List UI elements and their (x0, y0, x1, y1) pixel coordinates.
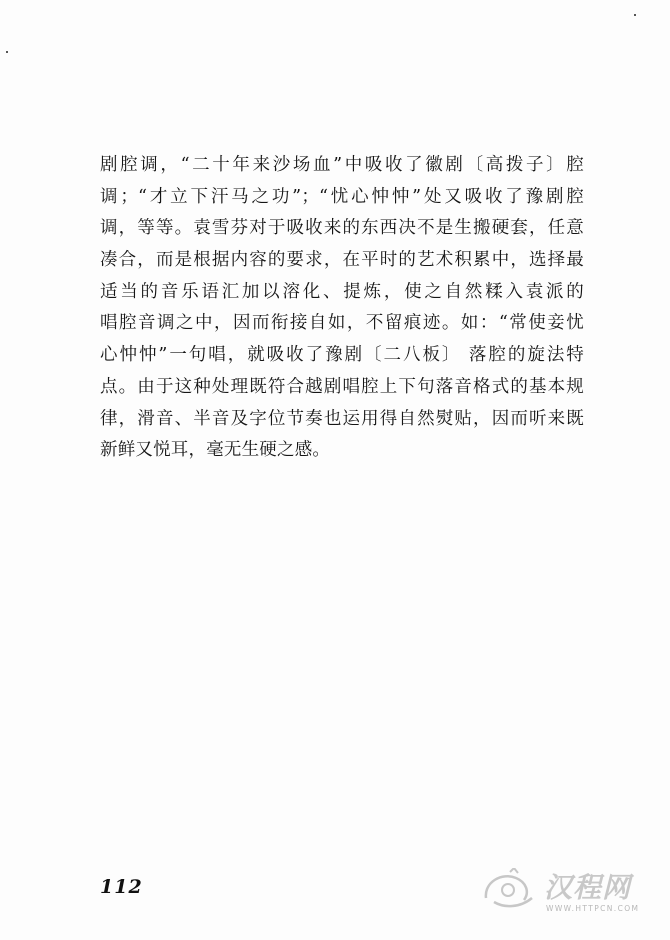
scan-speck (6, 51, 8, 53)
scan-speck (634, 14, 636, 16)
page-number: 112 (100, 876, 143, 898)
text-line: 剧腔调，“二十年来沙场血”中吸收了徽剧〔高拨子〕腔 (100, 155, 584, 175)
text-line: 心忡忡”一句唱，就吸收了豫剧〔二八板〕 落腔的旋法特 (100, 345, 584, 366)
text-line: 适当的音乐语汇加以溶化、提炼，使之自然糅入袁派的 (100, 281, 584, 302)
text-line: 唱腔音调之中，因而衔接自如，不留痕迹。如：“常使妾忧 (100, 313, 584, 334)
watermark-title: 汉程网 (544, 871, 632, 904)
watermark (480, 862, 650, 922)
text-line: 点。由于这种处理既符合越剧唱腔上下句落音格式的基本规 (100, 376, 584, 397)
text-line: 律，滑音、半音及字位节奏也运用得自然熨贴，因而听来既 (100, 408, 584, 429)
text-line: 新鲜又悦耳，毫无生硬之感。 (100, 440, 331, 461)
watermark-logo-icon (480, 868, 540, 912)
text-line: 调；“才立下汗马之功”；“忧心忡忡”处又吸收了豫剧腔 (100, 186, 585, 207)
text-line: 凑合，而是根据内容的要求，在平时的艺术积累中，选择最 (100, 250, 584, 271)
watermark-url: WWW.HTTPCN.COM (546, 904, 640, 913)
body-text (100, 150, 584, 467)
text-line: 调，等等。袁雪芬对于吸收来的东西决不是生搬硬套，任意 (100, 218, 584, 239)
